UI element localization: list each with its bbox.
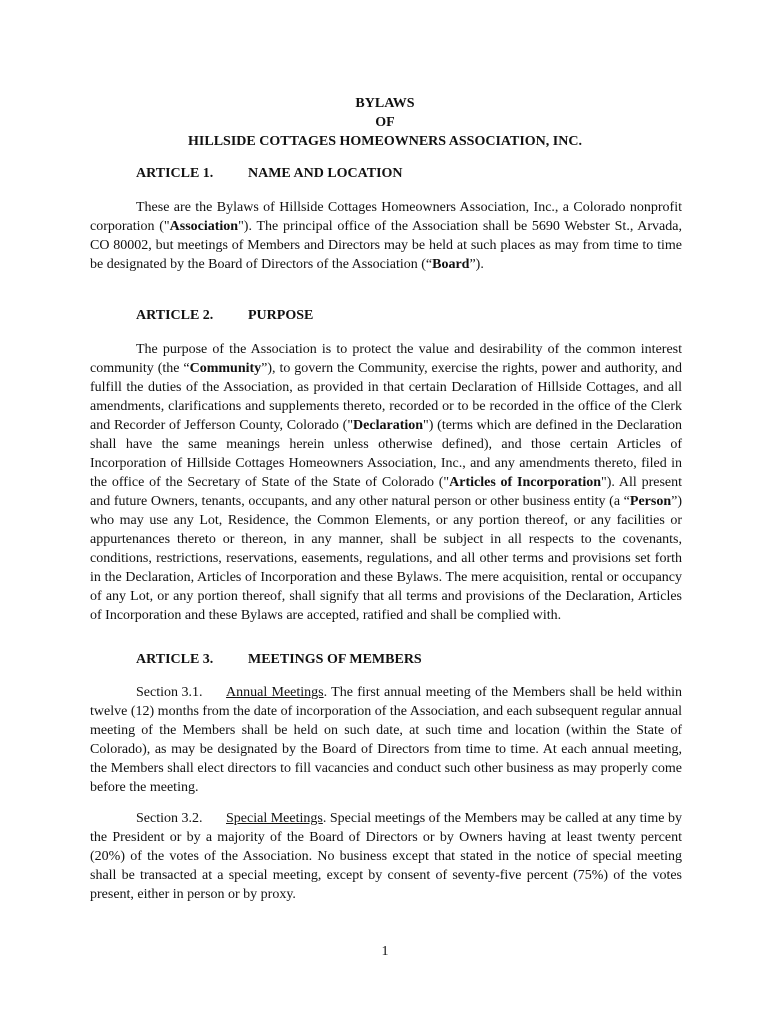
section-3-1-title: Annual Meetings: [226, 685, 324, 700]
article-2-number: ARTICLE 2.: [136, 308, 214, 323]
title-association-name: HILLSIDE COTTAGES HOMEOWNERS ASSOCIATION, INC.: [188, 134, 582, 149]
section-3-1-number: Section 3.1.: [136, 685, 203, 700]
article-1-title: NAME AND LOCATION: [248, 166, 403, 181]
title-bylaws: BYLAWS: [355, 96, 415, 111]
article-2-heading: [136, 306, 313, 325]
section-3-2-title: Special Meetings: [226, 811, 323, 826]
article-3-title: MEETINGS OF MEMBERS: [248, 652, 422, 667]
section-3-1-paragraph: Section 3.1. Annual Meetings. The first annual meeting of the Members shall be held within twelve (12) months from the date of incorporation of the Association, and each subsequent regular annual meeting of the Members shall be held on such date, at such time and location (within the State of Colorado), as may be designated by the Board of Directors from time to time. At each annual meeting, the Members shall elect directors to fill vacancies and conduct such other business as may properly come before the meeting.: [90, 685, 682, 795]
article-3-number: ARTICLE 3.: [136, 652, 214, 667]
article-3-heading: [136, 650, 422, 669]
section-3-2-paragraph: Section 3.2. Special Meetings. Special meetings of the Members may be called at any time by the President or by a majority of the Board of Directors or by Owners having at least twenty percent (20%) of the votes of the Association. No business except that stated in the notice of special meeting shall be transacted at a special meeting, except by consent of seventy-five percent (75%) of the votes present, either in person or by proxy.: [90, 811, 682, 902]
title-of: OF: [375, 115, 395, 130]
article-2-title: PURPOSE: [248, 308, 314, 323]
article-2-paragraph: The purpose of the Association is to protect the value and desirability of the common interest community (the “Community”), to govern the Community, exercise the rights, power and authority, and fulfill the duties of the Association, as provided in that certain Declaration of Hillside Cottages, and all amendments, clarifications and supplements thereto, recorded or to be recorded in the office of the Clerk and Recorder of Jefferson County, Colorado ("Declaration") (terms which are defined in the Declaration shall have the same meanings herein unless otherwise defined), and those certain Articles of Incorporation of Hillside Cottages Homeowners Association, Inc., and any amendments thereto, filed in the office of the Secretary of State of the State of Colorado ("Articles of Incorporation"). All present and future Owners, tenants, occupants, and any other natural person or other business entity (a “Person”) who may use any Lot, Residence, the Common Elements, or any portion thereof, or any facilities or appurtenances thereto or thereon, in any manner, shall be subject in all respects to the covenants, conditions, restrictions, reservations, easements, regulations, and all other terms and provisions set forth in the Declaration, Articles of Incorporation and these Bylaws. The mere acquisition, rental or occupancy of any Lot, or any portion thereof, shall signify that all terms and provisions of the Declaration, Articles of Incorporation and these Bylaws are accepted, ratified and shall be complied with.: [90, 342, 683, 623]
page-number: 1: [381, 944, 389, 959]
article-1-number: ARTICLE 1.: [136, 166, 214, 181]
article-1-heading: [136, 164, 403, 183]
section-3-2-number: Section 3.2.: [136, 811, 203, 826]
article-1-paragraph: These are the Bylaws of Hillside Cottages Homeowners Association, Inc., a Colorado nonprofit corporation ("Association"). The principal office of the Association shall be 5690 Webster St., Arvada, CO 80002, but meetings of Members and Directors may be held at such places as may from time to time be designated by the Board of Directors of the Association (“Board”).: [90, 200, 682, 272]
